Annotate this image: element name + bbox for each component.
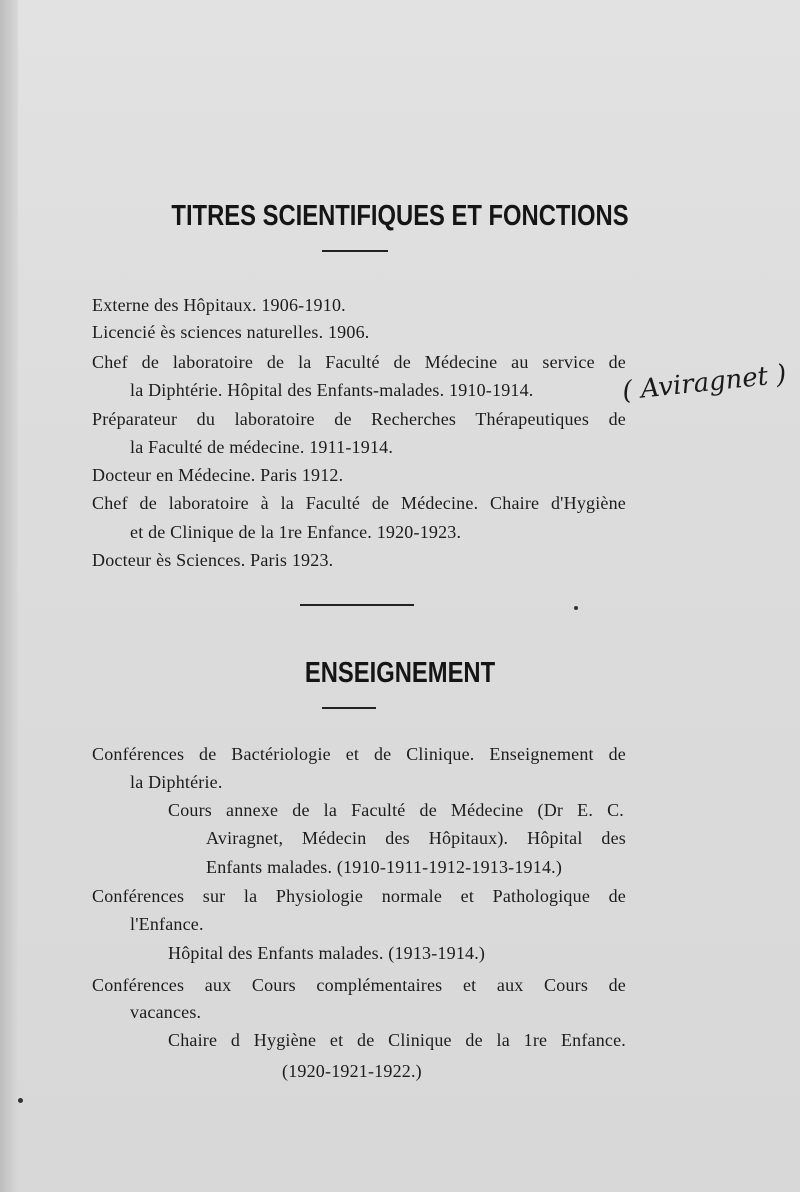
text-line: Chef de laboratoire de la Faculté de Médecine au service de <box>92 352 626 372</box>
ink-speck <box>574 606 578 610</box>
text-line: Chef de laboratoire à la Faculté de Médecine. Chaire d'Hygiène <box>92 493 626 513</box>
text-line: Docteur ès Sciences. Paris 1923. <box>92 550 334 570</box>
text-line: Aviragnet, Médecin des Hôpitaux). Hôpital des <box>206 828 626 848</box>
ink-speck <box>18 1098 23 1103</box>
text-line: Conférences de Bactériologie et de Clinique. Enseignement de <box>92 744 626 764</box>
section-separator <box>300 604 414 606</box>
text-line: Externe des Hôpitaux. 1906-1910. <box>92 295 346 315</box>
text-line: la Diphtérie. Hôpital des Enfants-malades. 1910-1914. <box>130 380 534 400</box>
text-line: Hôpital des Enfants malades. (1913-1914.) <box>168 943 486 963</box>
text-line: Cours annexe de la Faculté de Médecine (Dr E. C. <box>168 800 624 820</box>
text-line: Chaire d Hygiène et de Clinique de la 1re Enfance. <box>168 1030 626 1050</box>
text-line: Conférences aux Cours complémentaires et aux Cours de <box>92 975 626 995</box>
text-line: Enfants malades. (1910-1911-1912-1913-1914.) <box>206 857 563 877</box>
handwritten-annotation: ( Aviragnet ) <box>620 359 788 407</box>
scan-edge <box>0 0 18 1192</box>
text-line: vacances. <box>130 1002 202 1022</box>
text-line: Docteur en Médecine. Paris 1912. <box>92 465 344 485</box>
text-line: Conférences sur la Physiologie normale et Pathologique de <box>92 886 626 906</box>
text-line: la Faculté de médecine. 1911-1914. <box>130 437 394 457</box>
text-line: la Diphtérie. <box>130 772 223 792</box>
title-rule <box>322 707 376 709</box>
text-line: l'Enfance. <box>130 914 204 934</box>
text-line: (1920-1921-1922.) <box>282 1061 422 1081</box>
section-title-titres: TITRES SCIENTIFIQUES ET FONCTIONS <box>171 200 629 232</box>
text-line: et de Clinique de la 1re Enfance. 1920-1923. <box>130 522 462 542</box>
text-line: Licencié ès sciences naturelles. 1906. <box>92 322 370 342</box>
section-title-enseignement: ENSEIGNEMENT <box>304 657 496 689</box>
title-rule <box>322 250 388 252</box>
text-line: Préparateur du laboratoire de Recherches Thérapeutiques de <box>92 409 626 429</box>
